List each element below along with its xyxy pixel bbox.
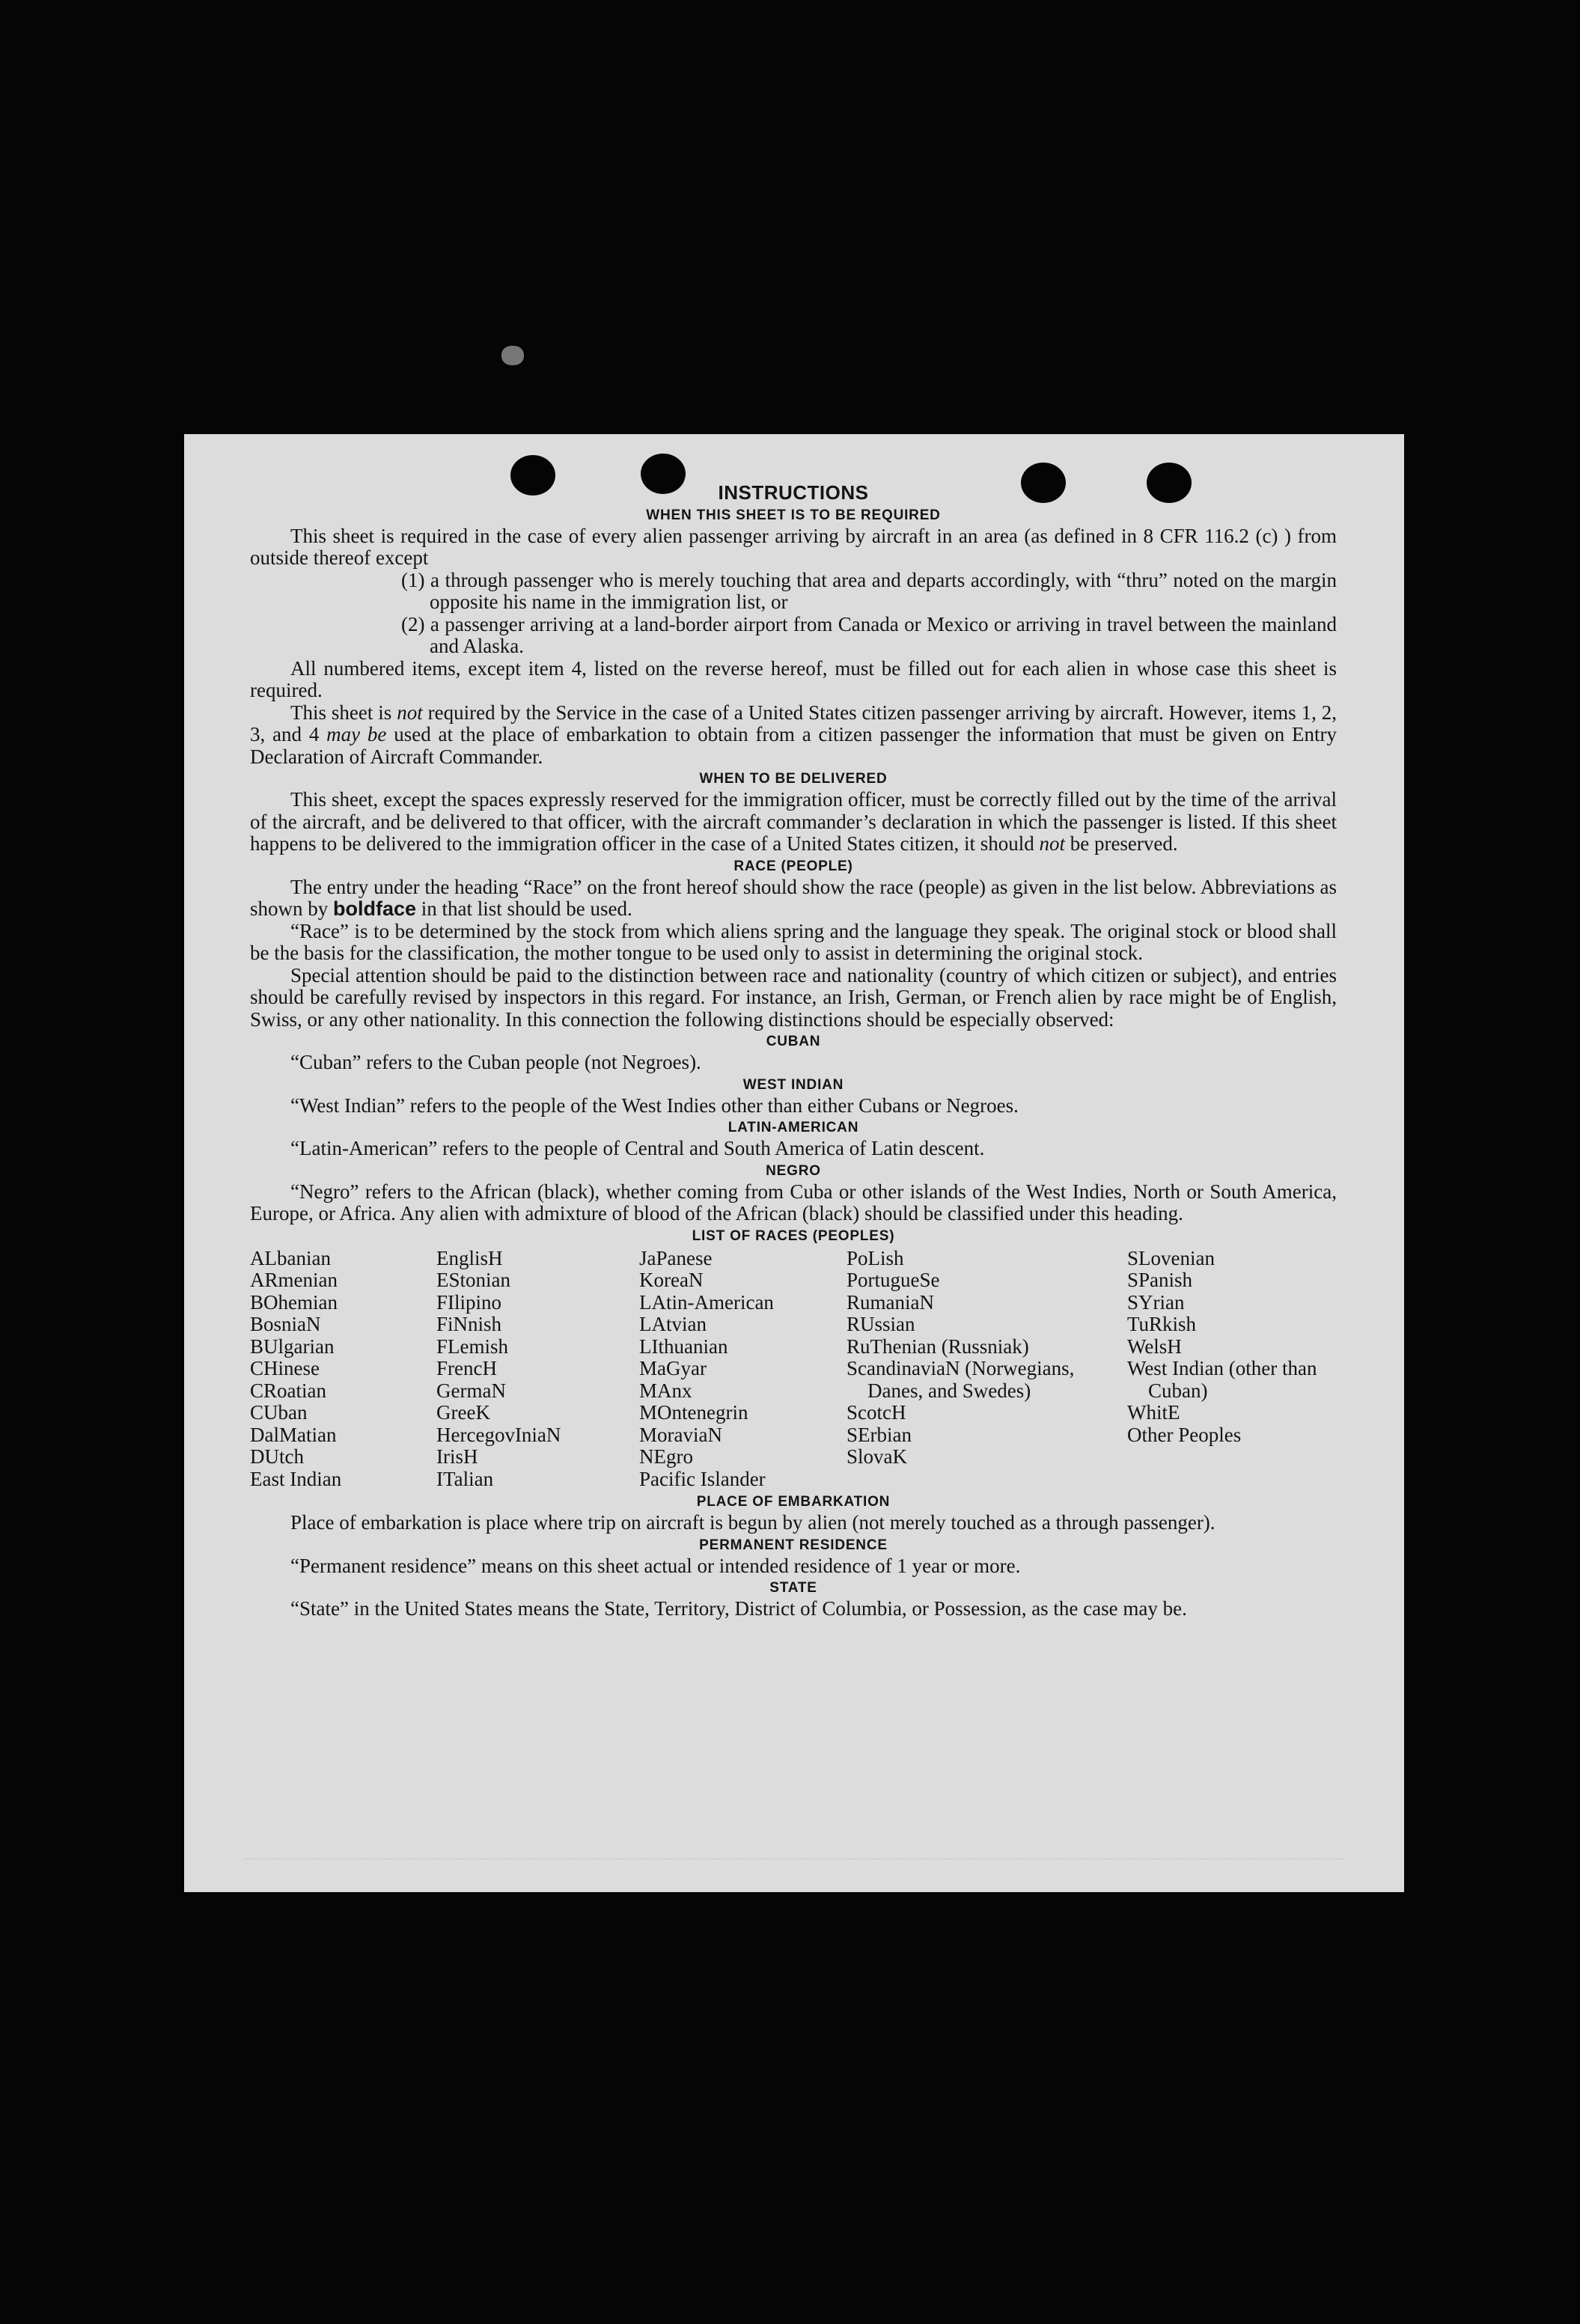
race-item: MOntenegrin xyxy=(639,1401,748,1424)
paragraph xyxy=(250,789,1337,856)
section-heading: RACE (PEOPLE) xyxy=(733,858,853,874)
race-item: Pacific Islander xyxy=(639,1467,766,1490)
paragraph: “Race” is to be determined by the stock from which aliens spring and the language they speak. The original stock or blood shall be the basis for the classification, the mother tongue to be used only to assist in determining the original stock. xyxy=(250,919,1337,964)
race-item: FIlipino xyxy=(436,1290,502,1314)
race-item: IrisH xyxy=(436,1445,478,1468)
list-item: (1) a through passenger who is merely touching that area and departs accordingly, with “thru” noted on the margin opposite his name in the immigration list, or xyxy=(401,568,1337,613)
race-item: LAtvian xyxy=(639,1313,707,1335)
race-item: RumaniaN xyxy=(847,1290,934,1314)
race-item: FiNnish xyxy=(436,1313,502,1335)
race-item: WhitE xyxy=(1127,1401,1180,1424)
race-item: EnglisH xyxy=(436,1246,503,1269)
race-item: BosniaN xyxy=(250,1313,321,1335)
subsection-heading: CUBAN xyxy=(766,1034,821,1049)
paragraph xyxy=(250,876,1337,921)
paragraph: “Latin-American” refers to the people of Central and South America of Latin descent. xyxy=(290,1137,985,1159)
emphasis: may be xyxy=(326,723,387,745)
page-title: INSTRUCTIONS xyxy=(718,481,869,504)
race-item: West Indian (other than Cuban) xyxy=(1127,1357,1317,1402)
punch-hole xyxy=(1021,463,1066,503)
punch-hole xyxy=(1147,463,1192,503)
paragraph: This sheet is required in the case of every alien passenger arriving by aircraft in an area (as defined in 8 CFR 116.2 (c) ) from outside thereof except xyxy=(250,524,1337,569)
text-run: used at the place of embarkation to obtain from a citizen passenger the information that must be given on Entry Declaration of Aircraft Commander. xyxy=(250,723,1337,768)
race-item: SLovenian xyxy=(1127,1246,1215,1269)
race-item: JaPanese xyxy=(639,1246,713,1269)
document-body xyxy=(250,482,1337,1620)
race-item: MoraviaN xyxy=(639,1423,722,1446)
race-item: East Indian xyxy=(250,1467,342,1490)
emphasis: not xyxy=(1039,832,1065,855)
list-item: (2) a passenger arriving at a land-border airport from Canada or Mexico or arriving in travel between the mainland and Alaska. xyxy=(401,612,1337,657)
race-item: BUlgarian xyxy=(250,1335,335,1358)
paragraph: All numbered items, except item 4, listed on the reverse hereof, must be filled out for each alien in whose case this sheet is required. xyxy=(250,656,1337,701)
text-run: The entry under the heading “Race” on the front hereof should show the race (people) as given in the list below. Abbreviations as shown by xyxy=(250,875,1337,920)
race-item: RUssian xyxy=(847,1313,915,1335)
paragraph xyxy=(250,702,1337,769)
race-item: PoLish xyxy=(847,1246,904,1269)
race-item: MaGyar xyxy=(639,1357,707,1379)
race-item: GreeK xyxy=(436,1401,490,1424)
text-run: This sheet is xyxy=(290,701,397,724)
text-run: This sheet, except the spaces expressly reserved for the immigration officer, must be correctly filled out by the time of the arrival of the aircraft, and be delivered to that officer, with the aircraft commander’s declaration in which the passenger is listed. If this sheet happens to be delivered to the immigration officer in the case of a United States citizen, it should xyxy=(250,788,1337,855)
race-item: PortugueSe xyxy=(847,1269,940,1291)
races-column xyxy=(1127,1248,1337,1491)
race-item: GermaN xyxy=(436,1379,506,1402)
punch-hole xyxy=(641,454,686,494)
paragraph: “State” in the United States means the State, Territory, District of Columbia, or Possession, as the case may be. xyxy=(290,1597,1187,1620)
race-item: LAtin-American xyxy=(639,1290,774,1314)
race-item: LIthuanian xyxy=(639,1335,728,1358)
races-column xyxy=(639,1248,846,1491)
races-column xyxy=(250,1248,436,1491)
paragraph: Special attention should be paid to the distinction between race and nationality (country of which citizen or subject), and entries should be carefully revised by inspectors in this regard. For instance, an Irish, German, or French alien by race might be of English, Swiss, or any other nationality. In this connection the following distinctions should be especially observed: xyxy=(250,963,1337,1031)
race-item: ARmenian xyxy=(250,1269,338,1291)
subsection-heading: NEGRO xyxy=(766,1162,821,1179)
race-item: DalMatian xyxy=(250,1423,337,1446)
section-heading: WHEN TO BE DELIVERED xyxy=(699,771,888,787)
dust-speck xyxy=(501,346,524,365)
section-heading: PLACE OF EMBARKATION xyxy=(696,1494,891,1510)
text-run: required by the Service in the case of a United States citizen passenger arriving by aircraft. However, items 1, 2, 3, and 4 xyxy=(250,701,1337,745)
race-item: FrencH xyxy=(436,1357,497,1379)
section-heading: PERMANENT RESIDENCE xyxy=(699,1537,888,1553)
race-item: NEgro xyxy=(639,1445,693,1468)
paragraph: “West Indian” refers to the people of the West Indies other than either Cubans or Negroes. xyxy=(290,1094,1019,1117)
paragraph: “Cuban” refers to the Cuban people (not Negroes). xyxy=(290,1051,701,1073)
section-heading: WHEN THIS SHEET IS TO BE REQUIRED xyxy=(646,507,941,523)
race-item: ALbanian xyxy=(250,1246,331,1269)
bleed-through-line xyxy=(244,1858,1344,1868)
race-item: HercegovIniaN xyxy=(436,1423,561,1446)
race-item: CUban xyxy=(250,1401,308,1424)
paragraph: “Negro” refers to the African (black), whether coming from Cuba or other islands of the West Indies, North or South America, Europe, or Africa. Any alien with admixture of blood of the African (black) should be classified under this heading. xyxy=(250,1180,1337,1224)
race-item: SPanish xyxy=(1127,1269,1193,1291)
race-item: SErbian xyxy=(847,1423,912,1446)
boldface-word: boldface xyxy=(333,897,417,920)
text-run: be preserved. xyxy=(1064,832,1178,855)
race-item: CRoatian xyxy=(250,1379,326,1402)
race-item: RuThenian (Russniak) xyxy=(847,1335,1029,1358)
race-item: WelsH xyxy=(1127,1335,1182,1358)
instruction-sheet xyxy=(184,434,1404,1892)
race-item: Other Peoples xyxy=(1127,1423,1242,1446)
races-column xyxy=(436,1248,638,1491)
race-item: BOhemian xyxy=(250,1290,338,1314)
race-item: SYrian xyxy=(1127,1290,1185,1314)
race-item: KoreaN xyxy=(639,1269,704,1291)
race-item: MAnx xyxy=(639,1379,692,1402)
emphasis: not xyxy=(397,701,423,724)
race-item: SlovaK xyxy=(847,1445,907,1468)
paragraph: “Permanent residence” means on this sheet actual or intended residence of 1 year or more. xyxy=(290,1554,1021,1577)
punch-hole xyxy=(510,455,555,495)
race-item: ScotcH xyxy=(847,1401,906,1424)
race-item: ITalian xyxy=(436,1467,494,1490)
subsection-heading: LATIN-AMERICAN xyxy=(728,1120,859,1135)
text-run: in that list should be used. xyxy=(416,897,632,920)
paragraph: Place of embarkation is place where trip on aircraft is begun by alien (not merely touched as a through passenger). xyxy=(290,1511,1215,1534)
race-item: TuRkish xyxy=(1127,1313,1197,1335)
race-item: DUtch xyxy=(250,1445,304,1468)
race-item: FLemish xyxy=(436,1335,509,1358)
race-item: CHinese xyxy=(250,1357,320,1379)
races-list xyxy=(250,1248,1337,1491)
race-item: ScandinaviaN (Norwegians, Danes, and Swedes) xyxy=(847,1357,1075,1402)
race-item: EStonian xyxy=(436,1269,510,1291)
subsection-heading: WEST INDIAN xyxy=(742,1076,844,1093)
races-column xyxy=(847,1248,1126,1491)
section-heading: STATE xyxy=(769,1580,817,1596)
section-heading: LIST OF RACES (PEOPLES) xyxy=(692,1227,895,1244)
